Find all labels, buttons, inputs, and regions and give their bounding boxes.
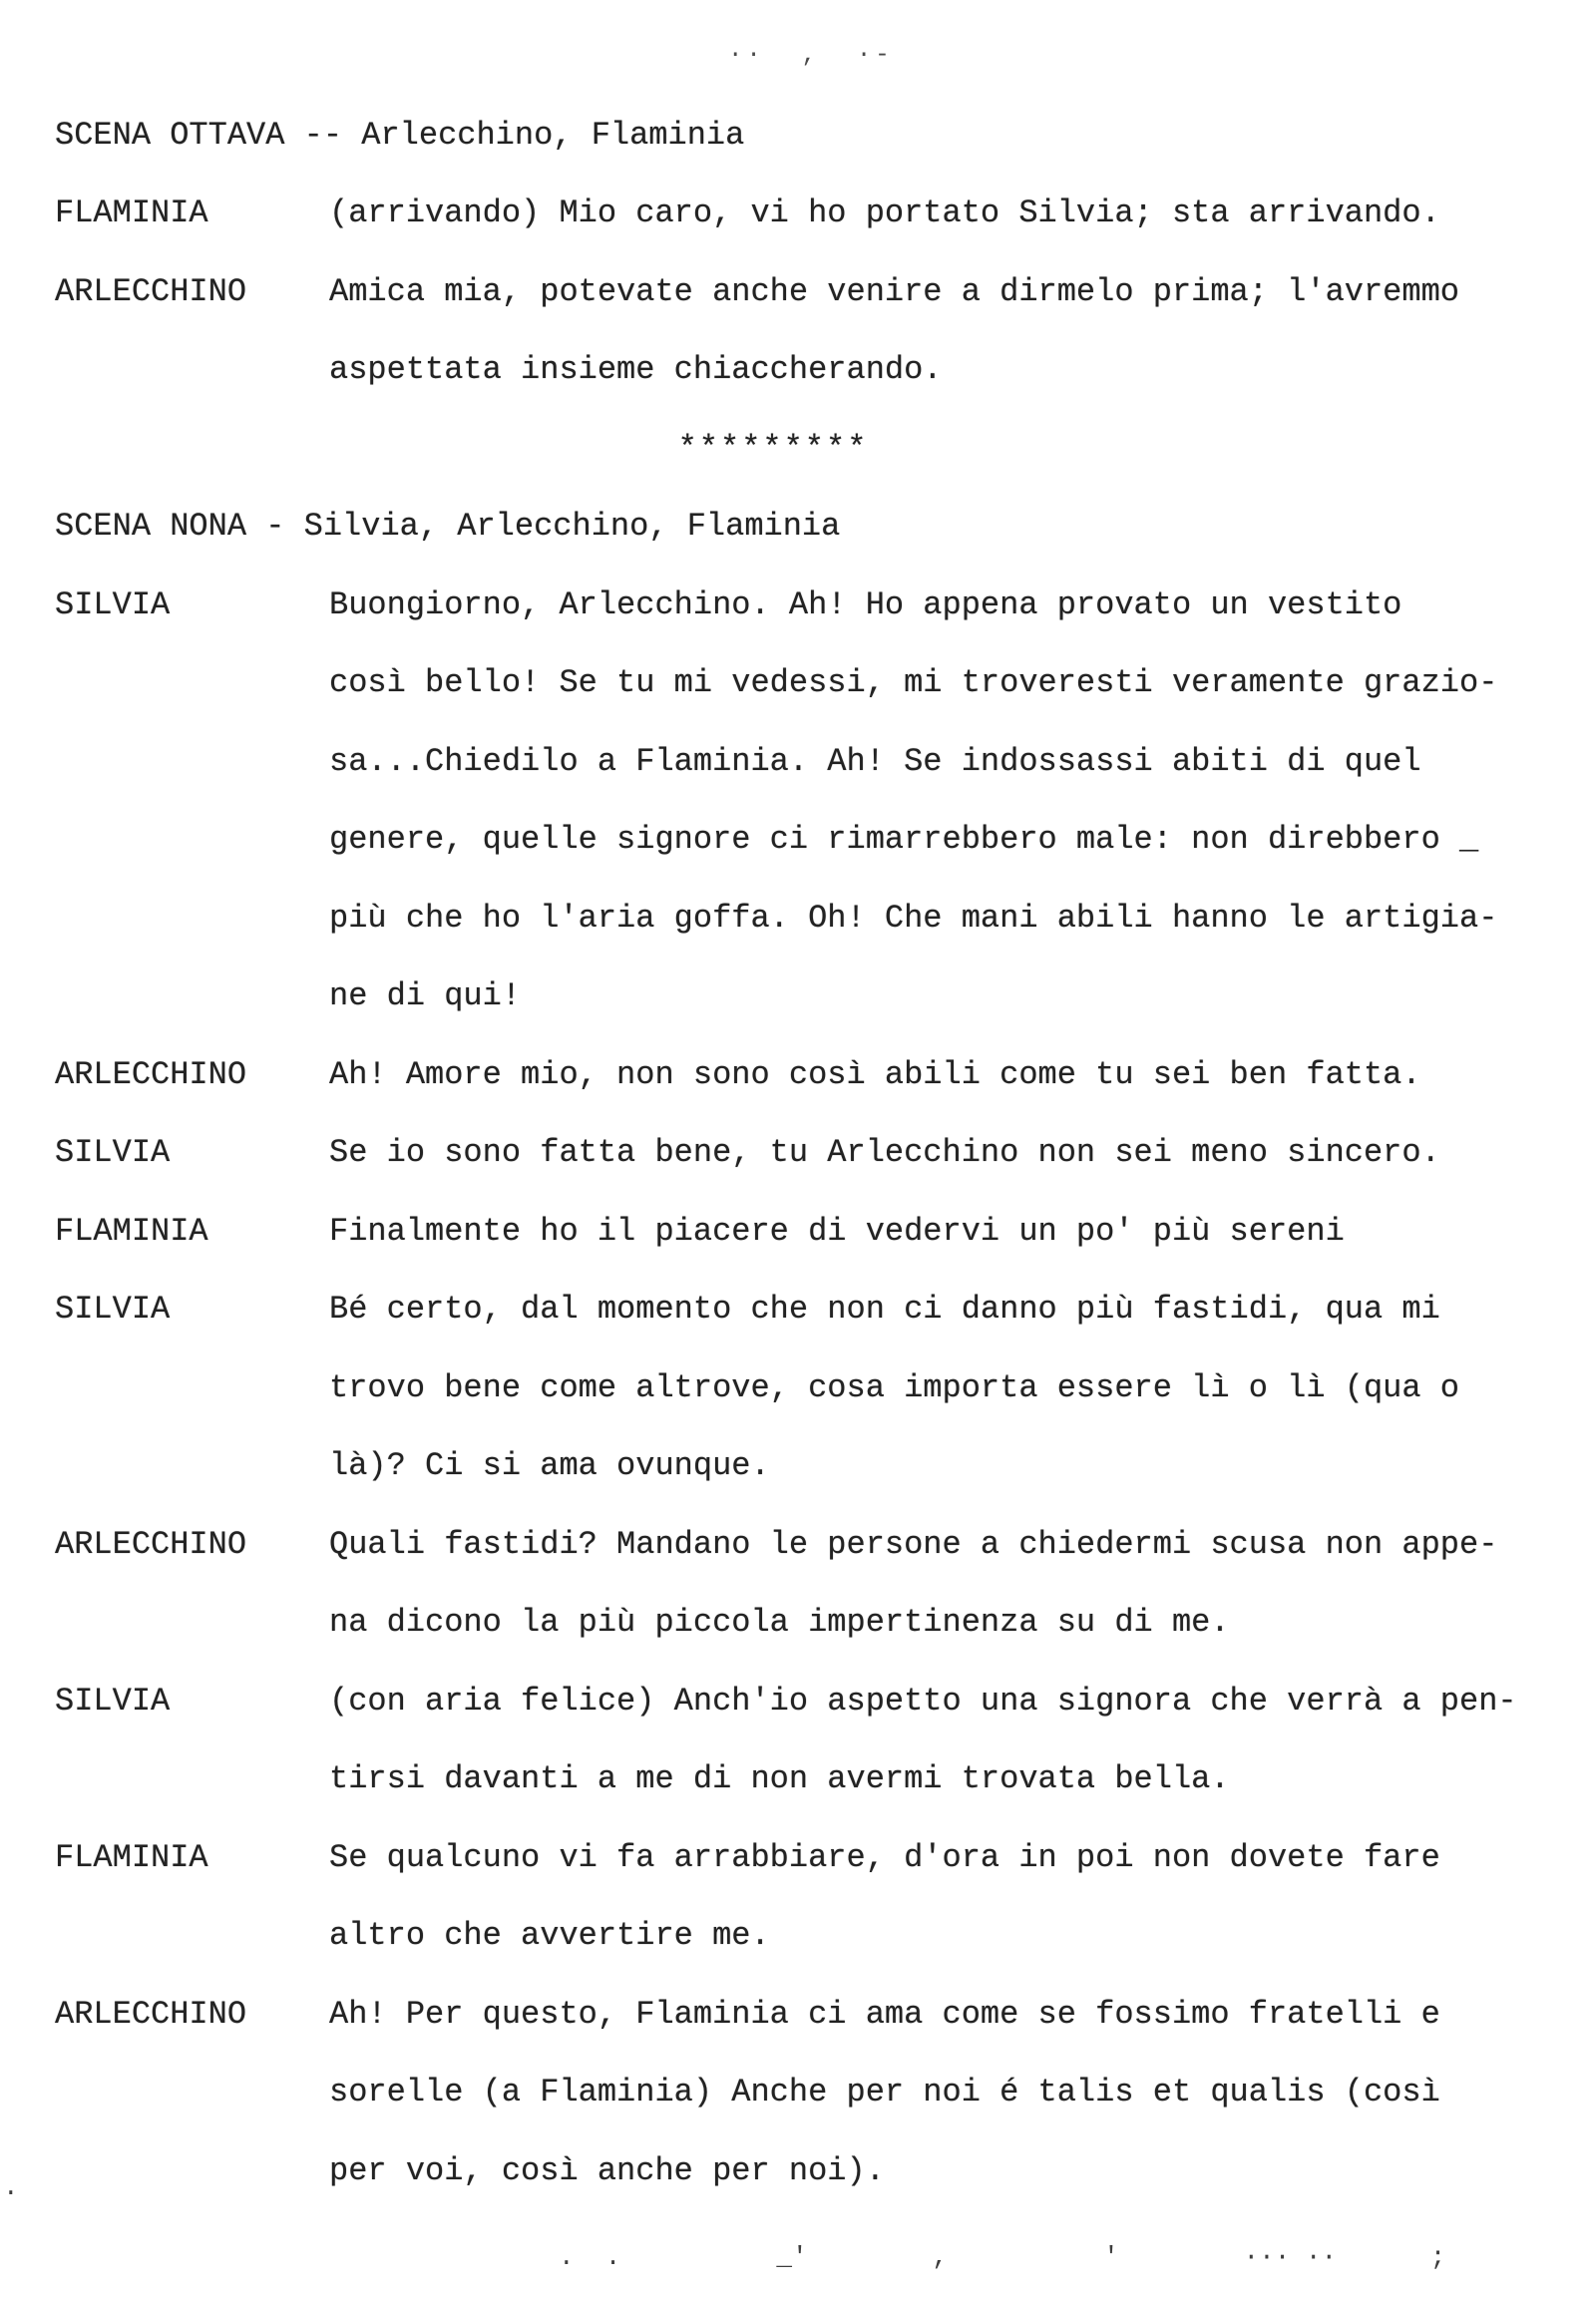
dialogue-text: per voi, così anche per noi). <box>329 2151 885 2189</box>
dialogue-text: Ah! Per questo, Flaminia ci ama come se fossimo fratelli e <box>329 1995 1440 2033</box>
dialogue-text: (arrivando) Mio caro, vi ho portato Silvia; sta arrivando. <box>329 194 1440 232</box>
dialogue-text: Finalmente ho il piacere di vedervi un po' più sereni <box>329 1212 1345 1250</box>
script-line <box>0 1505 1596 1584</box>
script-line <box>0 1192 1596 1271</box>
speaker-label: SILVIA <box>55 1291 171 1329</box>
dialogue-text: ne di qui! <box>329 977 522 1015</box>
dialogue-text: Ah! Amore mio, non sono così abili come tu sei ben fatta. <box>329 1055 1421 1093</box>
scene-heading-text: SCENA OTTAVA -- Arlecchino, Flaminia <box>55 116 745 154</box>
speaker-label: ARLECCHINO <box>55 1055 247 1093</box>
script-line <box>0 1271 1596 1349</box>
speaker-label: SILVIA <box>55 585 171 623</box>
dialogue-text: na dicono la più piccola impertinenza su di me. <box>329 1604 1230 1642</box>
script-lines <box>0 96 1596 2210</box>
dialogue-text: sorelle (a Flaminia) Anche per noi é talis et qualis (così <box>329 2074 1440 2111</box>
dialogue-text: Se io sono fatta bene, tu Arlecchino non sei meno sincero. <box>329 1134 1440 1172</box>
speaker-label: FLAMINIA <box>55 1212 208 1250</box>
footer-smudge: . . _' , ' ··· ·· ; <box>559 2242 1446 2272</box>
dialogue-text: là)? Ci si ama ovunque. <box>329 1447 770 1485</box>
script-line <box>0 1662 1596 1740</box>
speaker-label: SILVIA <box>55 1134 171 1172</box>
dialogue-text: sa...Chiedilo a Flaminia. Ah! Se indossassi abiti di quel <box>329 742 1421 780</box>
dialogue-text: (con aria felice) Anch'io aspetto una signora che verrà a pen- <box>329 1682 1517 1720</box>
script-line <box>0 1975 1596 2054</box>
speaker-label: ARLECCHINO <box>55 1525 247 1563</box>
script-line <box>0 566 1596 644</box>
speaker-label: SILVIA <box>55 1682 171 1720</box>
scene-heading <box>0 488 1596 567</box>
dialogue-text: altro che avvertire me. <box>329 1917 770 1955</box>
script-line <box>0 722 1596 801</box>
dialogue-text: Buongiorno, Arlecchino. Ah! Ho appena provato un vestito <box>329 585 1402 623</box>
dialogue-text: Se qualcuno vi fa arrabbiare, d'ora in poi non dovete fare <box>329 1838 1440 1876</box>
scene-heading <box>0 96 1596 175</box>
speaker-label: FLAMINIA <box>55 1838 208 1876</box>
script-line <box>0 1818 1596 1897</box>
dialogue-text: aspettata insieme chiaccherando. <box>329 351 943 389</box>
script-line <box>0 175 1596 253</box>
dialogue-text: trovo bene come altrove, cosa importa essere lì o lì (qua o <box>329 1368 1459 1406</box>
script-line <box>0 1897 1596 1976</box>
dialogue-text: così bello! Se tu mi vedessi, mi troveresti veramente grazio- <box>329 664 1498 702</box>
dialogue-text: Bé certo, dal momento che non ci danno più fastidi, qua mi <box>329 1291 1440 1329</box>
speaker-label: ARLECCHINO <box>55 1995 247 2033</box>
top-smudge: ·· , ·- <box>728 42 894 69</box>
script-line <box>0 958 1596 1036</box>
script-line <box>0 1348 1596 1427</box>
script-line <box>0 1114 1596 1193</box>
separator-asterisks <box>0 409 1596 488</box>
dialogue-text: Quali fastidi? Mandano le persone a chiedermi scusa non appe- <box>329 1525 1498 1563</box>
dialogue-text: Amica mia, potevate anche venire a dirmelo prima; l'avremmo <box>329 272 1459 310</box>
script-line <box>0 1427 1596 1506</box>
margin-dot: . <box>3 2172 19 2202</box>
script-line <box>0 1035 1596 1114</box>
dialogue-text: più che ho l'aria goffa. Oh! Che mani abili hanno le artigia- <box>329 899 1498 937</box>
script-line <box>0 1740 1596 1819</box>
dialogue-text: tirsi davanti a me di non avermi trovata bella. <box>329 1760 1230 1798</box>
separator-text: ********* <box>677 429 869 467</box>
dialogue-text: genere, quelle signore ci rimarrebbero male: non direbbero _ <box>329 821 1479 859</box>
script-line <box>0 2131 1596 2210</box>
speaker-label: ARLECCHINO <box>55 272 247 310</box>
scene-heading-text: SCENA NONA - Silvia, Arlecchino, Flaminia <box>55 508 841 546</box>
script-line <box>0 644 1596 723</box>
script-line <box>0 2054 1596 2132</box>
script-line <box>0 252 1596 331</box>
script-line <box>0 879 1596 958</box>
script-line <box>0 1584 1596 1663</box>
script-line <box>0 801 1596 880</box>
speaker-label: FLAMINIA <box>55 194 208 232</box>
script-line <box>0 331 1596 410</box>
